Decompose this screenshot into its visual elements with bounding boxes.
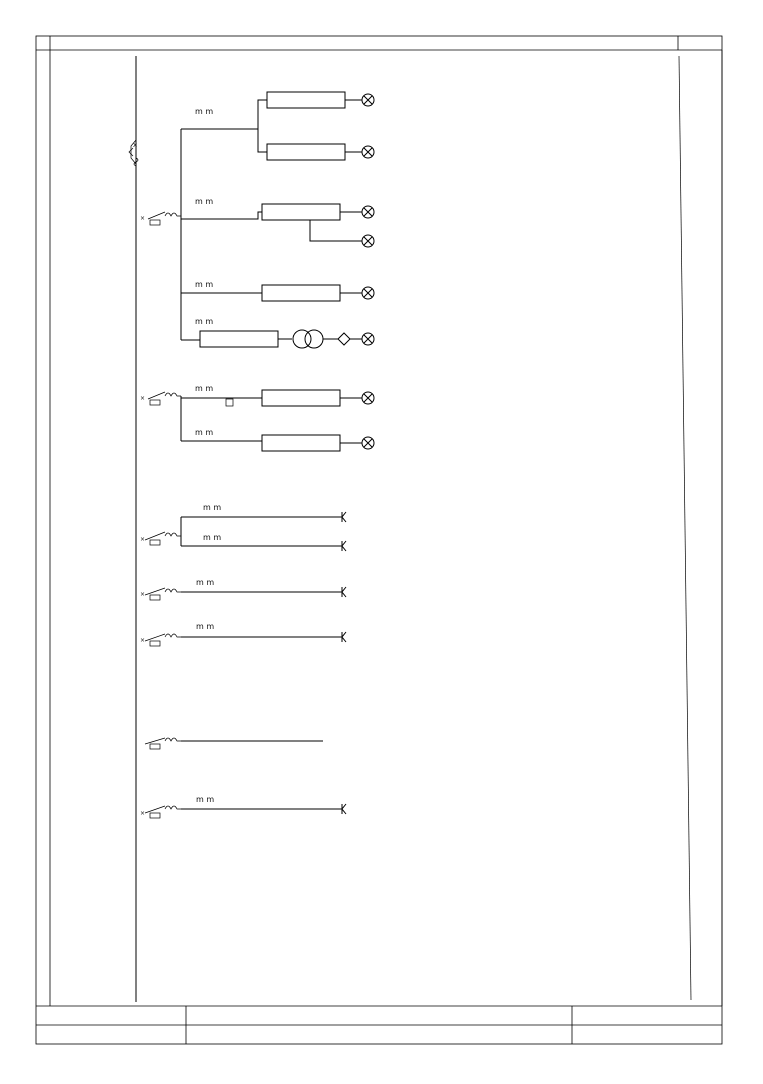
lamp-icon [362,333,374,345]
socket-icon [342,632,346,642]
circuit-lampe-ext-arriere [181,428,374,451]
svg-text:m m: m m [196,622,215,631]
relay-box [267,144,345,160]
circuit-lampe-ext-avant [181,384,374,406]
relay-box [262,204,340,220]
lamp-icon [362,392,374,404]
drawing-frame [36,36,722,1044]
circuit-lampe-buanderie [181,280,374,301]
socket-icon [342,587,346,597]
svg-text:m m: m m [195,428,214,437]
circuit-lampes-miroir [181,92,374,129]
circuit-prises-sdb [181,533,346,551]
svg-text:×: × [140,637,146,644]
socket-icon [342,512,346,522]
svg-text:×: × [140,395,146,402]
transformer-icon [293,330,323,348]
svg-text:m m: m m [196,578,215,587]
circuit-prises-machine-laver [181,622,346,642]
breaker-az [140,806,181,818]
svg-text:m m: m m [203,503,222,512]
lamp-icon [362,146,374,158]
breaker-at [140,212,181,225]
lamp-icon [362,206,374,218]
svg-text:m m: m m [195,197,214,206]
socket-icon [342,541,346,551]
breaker-ay [145,738,181,749]
svg-text:m m: m m [203,533,222,542]
svg-text:×: × [140,536,146,543]
circuit-prises-seche-linge [181,578,346,597]
relay-box [262,285,340,301]
circuit-spots-sdb-1 [258,129,374,160]
terminal-rail-line [679,56,691,1000]
svg-text:×: × [140,591,146,598]
lamp-icon [362,235,374,247]
main-breaker [129,140,138,166]
relay-box [200,331,278,347]
breaker-aw [140,588,181,600]
svg-text:m m: m m [195,280,214,289]
breaker-ax [140,634,181,646]
relay-box [262,435,340,451]
relay-box [262,390,340,406]
svg-text:m m: m m [196,795,215,804]
svg-text:×: × [140,810,146,817]
lamp-icon [362,437,374,449]
circuit-prises-lave-vaisselle [181,503,346,522]
svg-text:x: x [133,141,138,149]
breaker-au [140,392,181,405]
svg-text:m m: m m [195,107,214,116]
relay-box [267,92,345,108]
socket-icon [342,804,346,814]
circuit-prises-chaudiere [181,795,346,814]
breaker-av [140,532,181,545]
svg-text:×: × [140,215,146,222]
circuit-lampe-douche [181,317,374,348]
svg-text:m m: m m [195,384,214,393]
circuit-spots-sdb-2a [181,197,374,220]
svg-text:m m: m m [195,317,214,326]
lamp-icon [362,287,374,299]
junction-box [226,399,233,406]
lamp-icon [362,94,374,106]
circuit-spots-sdb-2b [310,220,374,247]
